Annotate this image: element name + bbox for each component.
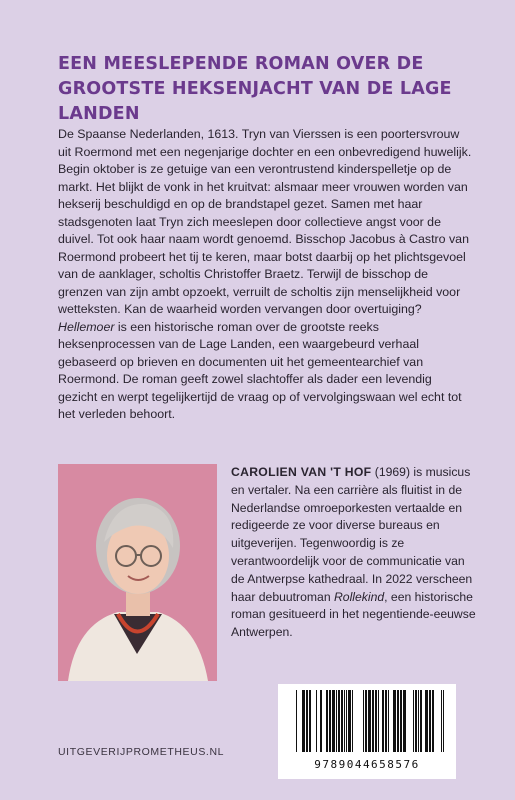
barcode-bar	[388, 690, 389, 752]
barcode-bar	[393, 690, 396, 752]
author-name: CAROLIEN VAN 'T HOF	[231, 465, 372, 479]
barcode-bar	[385, 690, 387, 752]
synopsis-paragraph-2-text: is een historische roman over de grootste reeks heksenprocessen van de Lage Landen, een waargebeurd verhaal gebaseerd op brieven en documenten uit het gemeentearchief van Roermond. De roman geeft zowel slachtoffer als dader een levendig gezicht en werpt tegelijkertijd de vraag op of vervolgingswaan wel echt tot het verleden behoort.	[58, 319, 462, 421]
synopsis-paragraph-1: De Spaanse Nederlanden, 1613. Tryn van Vierssen is een poortersvrouw uit Roermond met een negenjarige dochter en een onbevredigend huwelijk. Begin oktober is ze getuige van een verontrustend kinderspelletje op de markt. Het blijkt de vonk in het kruitvat: alsmaar meer vrouwen worden van hekserij beschuldigd en op de brandstapel gezet. Samen met haar stadsgenoten laat Tryn zich meeslepen door collectieve angst voor de duivel. Tot ook haar naam wordt genoemd. Bisschop Jacobus à Castro van Roermond probeert het tij te keren, maar botst daarbij op het plichtsgevoel van de aanklager, scholtis Christoffer Braetz. Terwijl de bisschop de grenzen van zijn ambt opzoekt, verruilt de scholtis zijn menselijkheid voor wetteksten. Kan de waarheid worden vervangen door overtuiging?	[58, 127, 472, 316]
barcode-bar	[403, 690, 406, 752]
debut-title: Rollekind	[334, 589, 385, 604]
barcode-bar	[372, 690, 374, 752]
barcode-bar	[400, 690, 402, 752]
publisher-url: UITGEVERIJPROMETHEUS.NL	[58, 746, 225, 758]
barcode-bar	[375, 690, 377, 752]
isbn-digits: 9789044658576	[314, 758, 420, 771]
barcode-bar	[413, 690, 414, 752]
barcode-bar	[341, 690, 343, 752]
author-photo	[58, 464, 217, 681]
barcode-bar	[441, 690, 442, 752]
barcode-bar	[429, 690, 431, 752]
barcode-bar	[382, 690, 384, 752]
synopsis	[58, 126, 472, 424]
barcode-graphic	[278, 684, 456, 779]
barcode-bar	[338, 690, 340, 752]
back-cover-headline: EEN MEESLEPENDE ROMAN OVER DE GROOTSTE HEKSENJACHT VAN DE LAGE LANDEN	[58, 54, 452, 124]
barcode-bar	[378, 690, 379, 752]
barcode-bar	[302, 690, 305, 752]
barcode-bar	[363, 690, 364, 752]
barcode-bar	[432, 690, 434, 752]
barcode-bar	[443, 690, 444, 752]
barcode-bar	[348, 690, 351, 752]
author-bio	[231, 464, 477, 642]
barcode-bar	[320, 690, 322, 752]
synopsis-paragraph-2	[58, 319, 472, 424]
barcode-bar	[365, 690, 367, 752]
book-title: Hellemoer	[58, 319, 115, 334]
barcode-bar	[344, 690, 345, 752]
barcode-bar	[425, 690, 428, 752]
barcode-bar	[346, 690, 347, 752]
barcode-bar	[368, 690, 371, 752]
barcode-bar	[332, 690, 335, 752]
barcode-bar	[309, 690, 311, 752]
barcode-bar	[420, 690, 422, 752]
author-bio-text-b: , een historische roman gesitueerd in het negentiende-eeuwse Antwerpen.	[231, 589, 476, 640]
barcode-bar	[329, 690, 331, 752]
author-portrait-illustration	[58, 464, 217, 681]
barcode-bar	[418, 690, 419, 752]
barcode-bar	[306, 690, 308, 752]
barcode-bar	[336, 690, 337, 752]
isbn-barcode	[278, 684, 456, 779]
barcode-bar	[415, 690, 417, 752]
barcode-bar	[352, 690, 353, 752]
barcode-bar	[397, 690, 399, 752]
barcode-bar	[326, 690, 328, 752]
barcode-bar	[316, 690, 317, 752]
barcode-bar	[296, 690, 297, 752]
author-bio-text-a: (1969) is musicus en vertaler. Na een carrière als fluitist in de Nederlandse omroeporkesten vertaalde en redigeerde ze voor diverse bureaus en uitgeverijen. Tegenwoordig is ze verantwoordelijk voor de communicatie van de Antwerpse kathedraal. In 2022 verscheen haar debuutroman	[231, 465, 473, 604]
